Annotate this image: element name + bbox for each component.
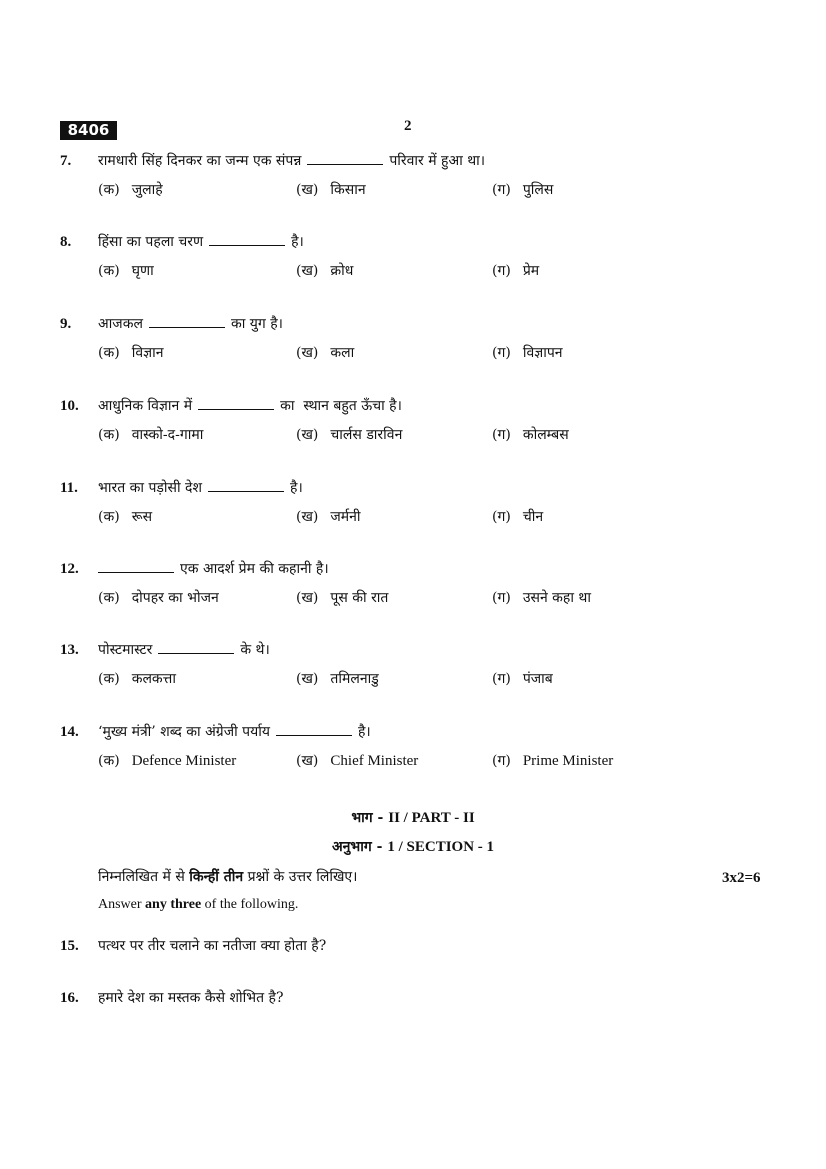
option-b: (ख) क्रोध xyxy=(296,263,354,279)
question-text: हमारे देश का मस्तक कैसे शोभित है? xyxy=(98,990,284,1006)
question-number: 12. xyxy=(60,561,79,577)
option-b: (ख) तमिलनाडु xyxy=(296,671,379,687)
instruction-english: Answer any three of the following. xyxy=(98,897,299,912)
question-16 xyxy=(60,989,780,1007)
option-b: (ख) किसान xyxy=(296,182,366,198)
question-text: पत्थर पर तीर चलाने का नतीजा क्या होता है? xyxy=(98,938,327,954)
question-12 xyxy=(60,560,780,608)
question-15 xyxy=(60,937,780,955)
option-a: (क) रूस xyxy=(98,509,153,525)
option-b: (ख) जर्मनी xyxy=(296,509,361,525)
question-number: 16. xyxy=(60,990,79,1006)
question-13 xyxy=(60,641,780,689)
option-c: (ग) कोलम्बस xyxy=(492,427,569,443)
question-text-end: है। xyxy=(291,234,304,250)
section-heading: अनुभाग - 1 / SECTION - 1 xyxy=(331,839,495,855)
question-14 xyxy=(60,723,780,771)
question-text: पोस्टमास्टर xyxy=(98,642,153,658)
instruction-hindi: निम्नलिखित में से किन्हीं तीन प्रश्नों के उत्तर लिखिए। xyxy=(98,869,358,885)
question-number: 8. xyxy=(60,234,72,250)
option-c: (ग) पुलिस xyxy=(492,182,554,198)
page-number: 2 xyxy=(404,118,412,134)
question-text-end: का स्थान बहुत ऊँचा है। xyxy=(280,398,402,414)
option-a: (क) विज्ञान xyxy=(98,345,164,361)
answer-blank xyxy=(98,560,174,573)
option-b: (ख) पूस की रात xyxy=(296,590,389,606)
question-number: 7. xyxy=(60,153,72,169)
answer-blank xyxy=(209,233,285,246)
answer-blank xyxy=(276,723,352,736)
option-a: (क) Defence Minister xyxy=(98,753,237,769)
option-b: (ख) Chief Minister xyxy=(296,753,419,769)
question-text: ‘मुख्य मंत्री’ शब्द का अंग्रेजी पर्याय xyxy=(98,724,270,740)
question-8 xyxy=(60,233,780,281)
marks-label: 3x2=6 xyxy=(722,870,761,886)
question-text-end: है। xyxy=(357,724,371,740)
question-11 xyxy=(60,479,780,527)
option-c: (ग) विज्ञापन xyxy=(492,345,563,361)
question-7 xyxy=(60,152,780,200)
option-a: (क) कलकत्ता xyxy=(98,671,176,687)
option-a: (क) दोपहर का भोजन xyxy=(98,590,219,606)
question-text: आजकल xyxy=(98,316,143,332)
option-c: (ग) प्रेम xyxy=(492,263,540,279)
option-a: (क) वास्को-द-गामा xyxy=(98,427,204,443)
option-a: (क) जुलाहे xyxy=(98,182,163,198)
option-a: (क) घृणा xyxy=(98,263,154,279)
question-number: 14. xyxy=(60,724,79,740)
answer-blank xyxy=(307,152,383,165)
option-c: (ग) चीन xyxy=(492,509,544,525)
answer-blank xyxy=(158,641,234,654)
question-10 xyxy=(60,397,780,445)
question-text-end: परिवार में हुआ था। xyxy=(389,153,486,169)
question-text: भारत का पड़ोसी देश xyxy=(98,480,203,496)
option-c: (ग) उसने कहा था xyxy=(492,590,592,606)
paper-code-badge: 8406 xyxy=(60,121,117,140)
question-number: 9. xyxy=(60,316,72,332)
question-number: 13. xyxy=(60,642,79,658)
option-b: (ख) कला xyxy=(296,345,355,361)
question-text-end: है। xyxy=(290,480,303,496)
question-text-end: एक आदर्श प्रेम की कहानी है। xyxy=(180,561,329,577)
question-number: 11. xyxy=(60,480,78,496)
part-heading: भाग - II / PART - II xyxy=(351,810,475,826)
answer-blank xyxy=(208,479,284,492)
option-c: (ग) पंजाब xyxy=(492,671,553,687)
question-9 xyxy=(60,315,780,363)
question-text: हिंसा का पहला चरण xyxy=(98,234,204,250)
answer-blank xyxy=(149,315,225,328)
option-c: (ग) Prime Minister xyxy=(492,753,614,769)
option-b: (ख) चार्लस डारविन xyxy=(296,427,403,443)
question-text: आधुनिक विज्ञान में xyxy=(98,398,193,414)
question-text: रामधारी सिंह दिनकर का जन्म एक संपन्न xyxy=(98,153,302,169)
question-text-end: के थे। xyxy=(240,642,270,658)
question-number: 10. xyxy=(60,398,79,414)
question-text-end: का युग है। xyxy=(230,316,283,332)
question-number: 15. xyxy=(60,938,79,954)
answer-blank xyxy=(198,397,274,410)
